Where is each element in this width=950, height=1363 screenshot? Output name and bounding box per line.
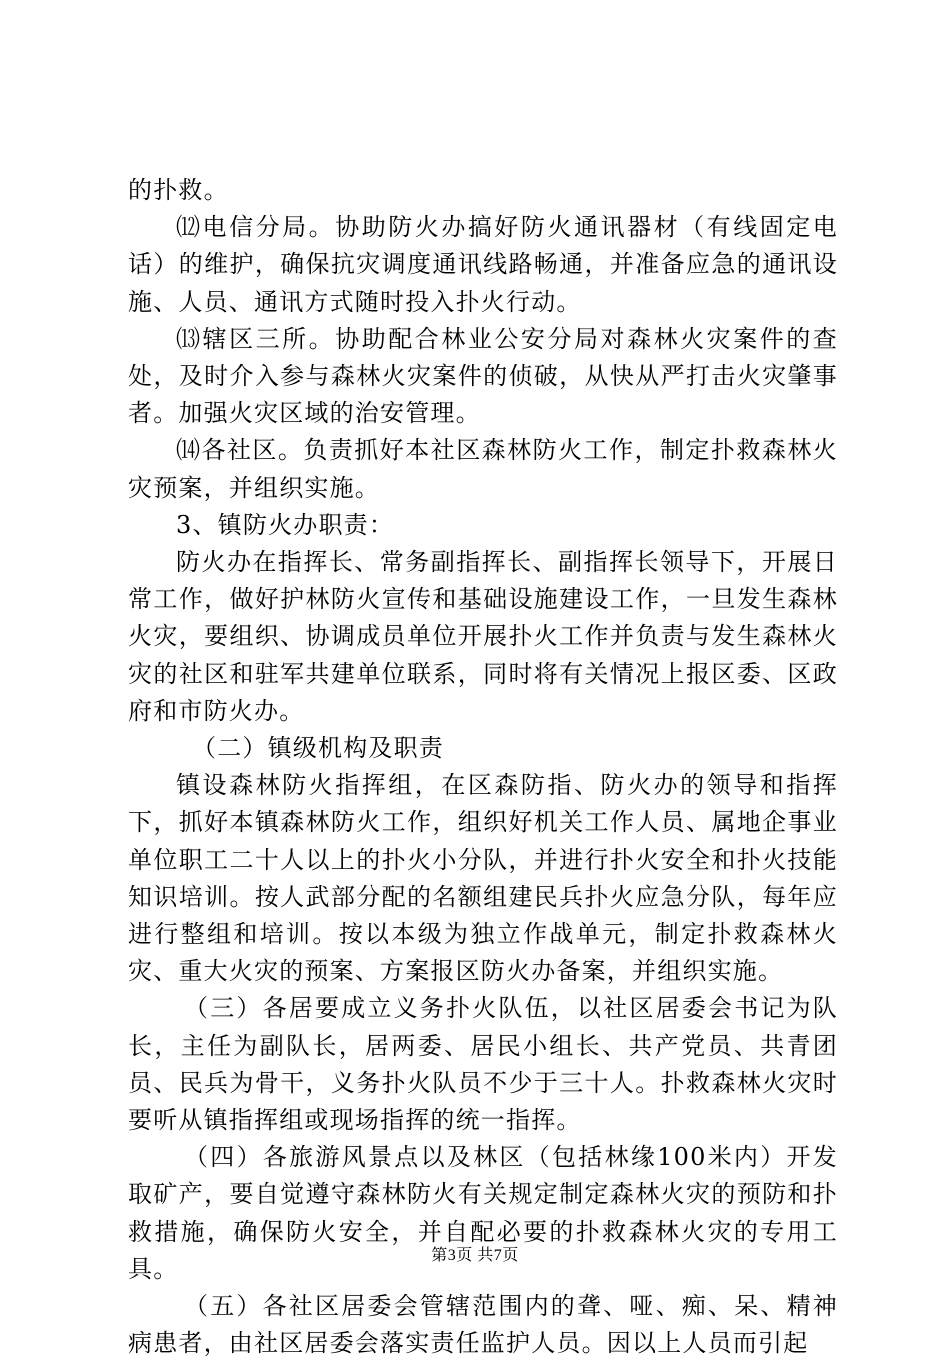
paragraph-section-5: （五）各社区居委会管辖范围内的聋、哑、痴、呆、精神病患者，由社区居委会落实责任监护人员。因以上人员而引起: [128, 1292, 838, 1358]
paragraph-fire-office-duties: 防火办在指挥长、常务副指挥长、副指挥长领导下，开展日常工作，做好护林防火宣传和基础设施建设工作，一旦发生森林火灾，要组织、协调成员单位开展扑火工作并负责与发生森林火灾的社区和驻军共建单位联系，同时将有关情况上报区委、区政府和市防火办。: [128, 548, 838, 725]
document-body: [128, 172, 838, 1363]
paragraph-item-14: ⒁各社区。负责抓好本社区森林防火工作，制定扑救森林火灾预案，并组织实施。: [128, 436, 838, 502]
section-heading-3: 3、镇防火办职责：: [176, 510, 395, 539]
paragraph-town-command: 镇设森林防火指挥组，在区森防指、防火办的领导和指挥下，抓好本镇森林防火工作，组织好机关工作人员、属地企事业单位职工二十人以上的扑火小分队，并进行扑火安全和扑火技能知识培训。按人武部分配的名额组建民兵扑火应急分队，每年应进行整组和培训。按以本级为独立作战单元，制定扑救森林火灾、重大火灾的预案、方案报区防火办备案，并组织实施。: [128, 771, 838, 986]
paragraph-section-4: （四）各旅游风景点以及林区（包括林缘100米内）开发取矿产，要自觉遵守森林防火有关规定制定森林火灾的预防和扑救措施，确保防火安全，并自配必要的扑救森林火灾的专用工具。: [128, 1143, 838, 1283]
paragraph-continuation: 的扑救。: [128, 176, 229, 204]
paragraph-section-3: （三）各居要成立义务扑火队伍，以社区居委会书记为队长，主任为副队长，居两委、居民小组长、共产党员、共青团员、民兵为骨干，义务扑火队员不少于三十人。扑救森林火灾时要听从镇指挥组或现场指挥的统一指挥。: [128, 994, 838, 1135]
paragraph-item-13: ⒀辖区三所。协助配合林业公安分局对森林火灾案件的查处，及时介入参与森林火灾案件的侦破，从快从严打击火灾肇事者。加强火灾区域的治安管理。: [128, 324, 838, 428]
page-number-footer: 第3页 共7页: [431, 1247, 519, 1264]
section-heading-2: （二）镇级机构及职责: [192, 734, 444, 763]
paragraph-item-12: ⑿电信分局。协助防火办搞好防火通讯器材（有线固定电话）的维护，确保抗灾调度通讯线路畅通，并准备应急的通讯设施、人员、通讯方式随时投入扑火行动。: [128, 213, 838, 316]
